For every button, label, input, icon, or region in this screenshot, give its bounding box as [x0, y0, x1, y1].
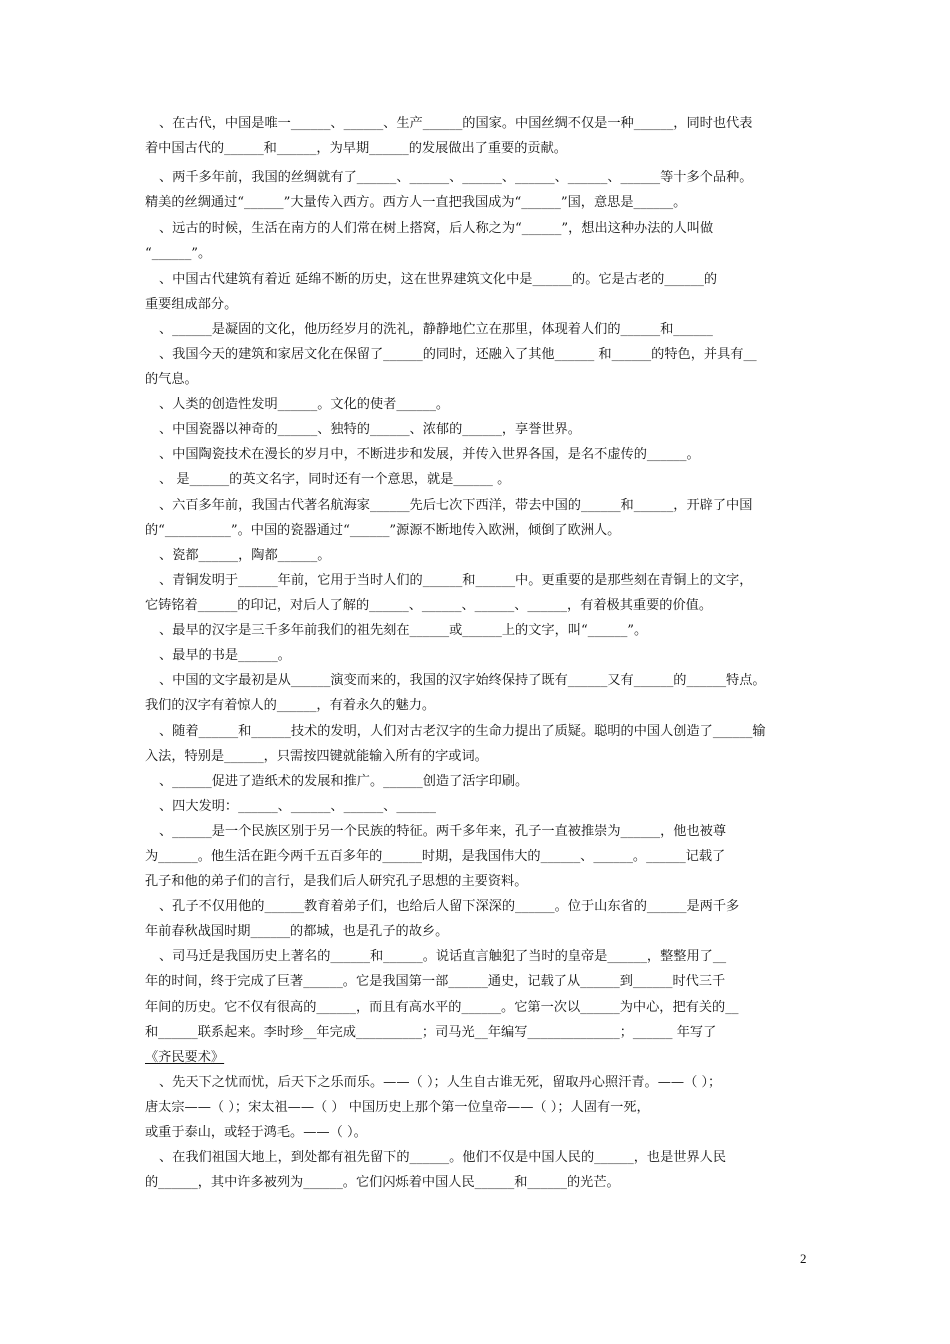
- text-line: 它铸铭着______的印记，对后人了解的______、______、______、______，有着极其重要的价值。: [145, 598, 713, 613]
- text-line: 、中国瓷器以神奇的______、独特的______、浓郁的______，享誉世界。: [159, 422, 581, 437]
- text-line: 的“__________”。中国的瓷器通过“______”源源不断地传入欧洲，倾倒了欧洲人。: [145, 523, 621, 538]
- text-line: 年的时间，终于完成了巨著______。它是我国第一部______通史，记载了从______到______时代三千: [145, 974, 726, 989]
- text-line: 的______，其中许多被列为______。它们闪烁着中国人民______和______的光芒。: [145, 1175, 620, 1190]
- text-line: 精美的丝绸通过“______”大量传入西方。西方人一直把我国成为“______”国，意思是______。: [145, 195, 687, 210]
- text-line: 、孔子不仅用他的______教育着弟子们，也给后人留下深深的______。位于山东省的______是两千多: [159, 899, 740, 914]
- text-line: 、中国古代建筑有着近 延绵不断的历史，这在世界建筑文化中是______的。它是古老的______的: [159, 272, 718, 287]
- text-line: “______”。: [145, 246, 212, 261]
- text-line: 和______联系起来。李时珍__年完成__________；司马光__年编写______________；______ 年写了: [145, 1025, 717, 1040]
- text-line: 、 是______的英文名字，同时还有一个意思，就是______ 。: [159, 472, 511, 487]
- page-number: 2: [800, 1251, 807, 1266]
- text-line: 、______促进了造纸术的发展和推广。______创造了活字印刷。: [159, 774, 529, 789]
- text-line: 年间的历史。它不仅有很高的______，而且有高水平的______。它第一次以______为中心，把有关的__: [145, 1000, 739, 1015]
- text-line: 、最早的书是______。: [159, 648, 291, 663]
- text-line: 或重于泰山，或轻于鸿毛。——（ ）。: [145, 1125, 367, 1140]
- text-line: 、四大发明：______、______、______、______: [159, 799, 436, 814]
- text-line: 、最早的汉字是三千多年前我们的祖先刻在______或______上的文字，叫“______”。: [159, 623, 648, 638]
- text-line: 、我国今天的建筑和家居文化在保留了______的同时，还融入了其他______ 和______的特色，并具有__: [159, 347, 757, 362]
- text-line: 、瓷都______，陶都______。: [159, 548, 331, 563]
- text-line: 年前春秋战国时期______的都城，也是孔子的故乡。: [145, 924, 449, 939]
- text-line: 、六百多年前，我国古代著名航海家______先后七次下西洋，带去中国的______和______，开辟了中国: [159, 498, 753, 513]
- text-line: 着中国古代的______和______，为早期______的发展做出了重要的贡献。: [145, 141, 567, 156]
- text-line: 重要组成部分。: [145, 297, 238, 312]
- text-line: 、在我们祖国大地上，到处都有祖先留下的______。他们不仅是中国人民的______，也是世界人民: [159, 1150, 727, 1165]
- text-line: 唐太宗——（ ）；宋太祖——（ ） 中国历史上那个第一位皇帝——（ ）；人固有一死，: [145, 1100, 650, 1115]
- book-title-link: 《齐民要术》: [145, 1050, 225, 1065]
- text-line: 、两千多年前，我国的丝绸就有了______、______、______、______、______、______等十多个品种。: [159, 170, 753, 185]
- text-line: 为______。他生活在距今两千五百多年的______时期，是我国伟大的______、______。______记载了: [145, 849, 726, 864]
- text-line: 、中国的文字最初是从______演变而来的，我国的汉字始终保持了既有______又有______的______特点。: [159, 673, 766, 688]
- text-line: 、______是一个民族区别于另一个民族的特征。两千多年来，孔子一直被推崇为______，他也被尊: [159, 824, 727, 839]
- text-line: 、远古的时候，生活在南方的人们常在树上搭窝，后人称之为“______”，想出这种办法的人叫做: [159, 221, 714, 236]
- text-line: 、______是凝固的文化，他历经岁月的洗礼，静静地伫立在那里，体现着人们的______和______: [159, 322, 713, 337]
- text-line: 我们的汉字有着惊人的______，有着永久的魅力。: [145, 698, 436, 713]
- text-line: 入法，特别是______，只需按四键就能输入所有的字或词。: [145, 749, 488, 764]
- text-line: 、人类的创造性发明______。文化的使者______。: [159, 397, 450, 412]
- text-line: 、司马迁是我国历史上著名的______和______。说话直言触犯了当时的皇帝是______，整整用了__: [159, 949, 727, 964]
- text-line: 、先天下之忧而忧，后天下之乐而乐。——（ ）；人生自古谁无死，留取丹心照汗青。——（ ）；: [159, 1075, 722, 1090]
- text-line: 孔子和他的弟子们的言行，是我们后人研究孔子思想的主要资料。: [145, 874, 528, 889]
- text-line: 、中国陶瓷技术在漫长的岁月中，不断进步和发展，并传入世界各国，是名不虚传的______。: [159, 447, 700, 462]
- text-line: 、随着______和______技术的发明，人们对古老汉字的生命力提出了质疑。聪明的中国人创造了______输: [159, 724, 766, 739]
- text-line: 、青铜发明于______年前，它用于当时人们的______和______中。更重要的是那些刻在青铜上的文字，: [159, 573, 753, 588]
- text-line: 、在古代，中国是唯一______、______、生产______的国家。中国丝绸不仅是一种______，同时也代表: [159, 116, 753, 131]
- text-line: 的气息。: [145, 372, 198, 387]
